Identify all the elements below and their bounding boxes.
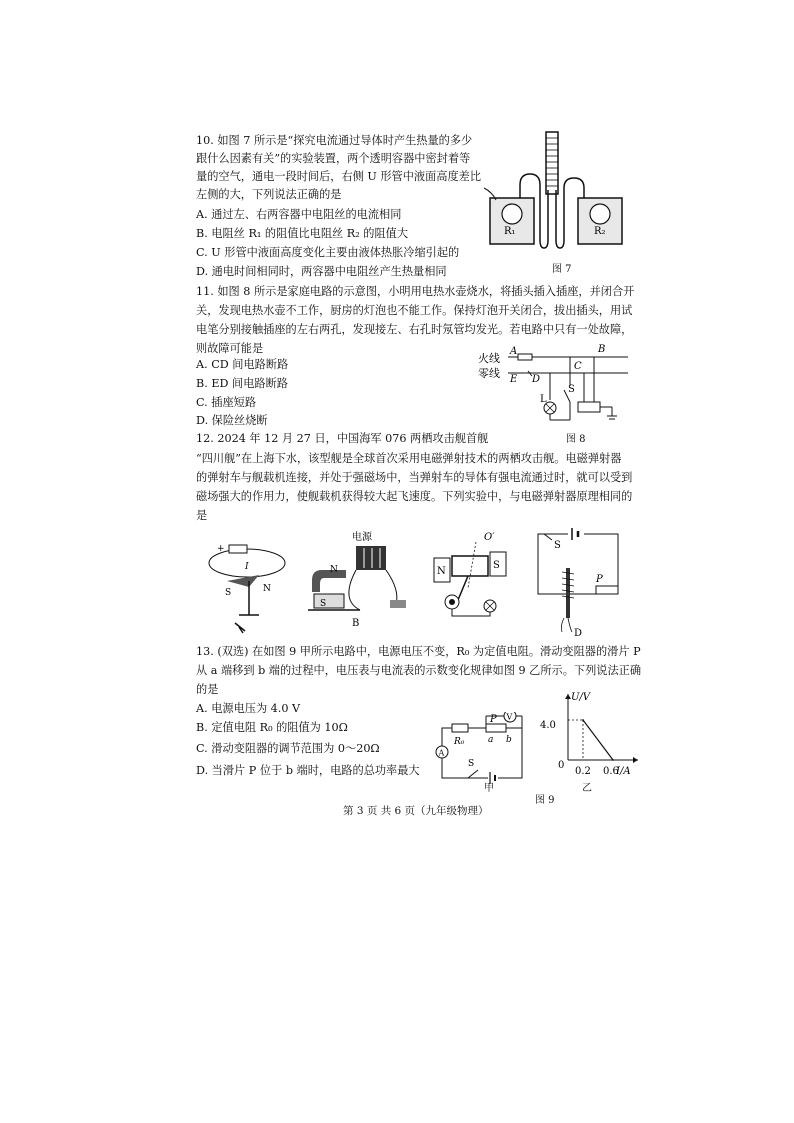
fig8-d: D [532,374,541,385]
chart-xlabel: I/A [616,766,631,777]
q12a-i: I [245,562,249,572]
q13-line-1: 13. (双选) 在如图 9 甲所示电路中，电源电压不变，R₀ 为定值电阻。滑动变阻器的滑片 P [196,645,641,658]
q11-line-2: 关，发现电热水壶不工作，厨房的灯泡也不能工作。保持灯泡开关闭合，拔出插头，用试 [196,304,633,317]
chart-x-tick-1: 0.6 [603,766,619,777]
q12d-s: S [554,540,561,551]
q12b-s: S [320,599,327,609]
q12-option-d-label: D [574,628,583,639]
q12b-power: 电源 [352,532,372,543]
figure-9-circuit [432,712,532,792]
chart-x-tick-0: 0.2 [575,766,591,777]
chart-ylabel: U/V [571,692,591,703]
q11-line-3: 电笔分别接触插座的左右两孔，发现接左、右孔时氖管均发光。若电路中只有一处故障， [196,323,633,336]
q10-line-1: 10. 如图 7 所示是“探究电流通过导体时产生热量的多少 [196,134,473,147]
fig9-p: P [490,714,497,725]
q12-figure-c [428,528,518,628]
fig8-a: A [510,346,518,357]
fig9-ammeter: A [438,748,445,758]
q12d-p: P [596,574,603,585]
q12a-n: N [263,584,271,594]
page-footer: 第 3 页 共 6 页（九年级物理） [343,805,489,817]
fig9-b: b [506,735,512,745]
figure-9-sub-a: 甲 [484,783,494,794]
q12-figure-a [205,535,295,635]
figure-9-chart [540,690,640,782]
fig7-r2-label: R₂ [594,226,606,237]
fig8-s: S [568,384,575,395]
q10-option-c: C. U 形管中液面高度变化主要由液体热胀冷缩引起的 [196,246,460,259]
fig9-s: S [468,759,475,769]
chart-origin: 0 [558,760,565,771]
q10-line-3: 量的空气，通电一段时间后，右侧 U 形管中液面高度差比 [196,170,482,183]
q12-line-4: 磁场强大的作用力，使舰载机获得较大起飞速度。下列实验中，与电磁弹射器原理相同的 [196,490,633,503]
q12-line-3: 的弹射车与舰载机连接，并处于强磁场中，当弹射车的导体有强电流通过时，就可以受到 [196,471,633,484]
fig8-l: L [540,394,547,405]
q12-option-b-label: B [352,618,360,628]
q11-option-c: C. 插座短路 [196,396,257,409]
q13-line-2: 从 a 端移到 b 端的过程中，电压表与电流表的示数变化规律如图 9 乙所示。下列说法正确 [196,664,642,677]
q10-option-a: A. 通过左、右两容器中电阻丝的电流相同 [196,208,402,221]
fig9-r0: R₀ [454,737,465,747]
q12-line-5: 是 [196,509,208,522]
q13-option-a: A. 电源电压为 4.0 V [196,702,301,715]
fig8-neutral-label: 零线 [478,367,500,380]
fig8-c: C [574,361,582,372]
q12-figure-b [300,530,420,628]
q10-line-2: 跟什么因素有关”的实验装置，两个透明容器中密封着等 [196,152,471,165]
q12c-n: N [437,566,446,577]
q12-line-2: “四川舰”在上海下水，该型舰是全球首次采用电磁弹射技术的两栖攻击舰。电磁弹射器 [196,452,622,465]
q10-line-4: 左侧的大，下列说法正确的是 [196,188,342,201]
chart-point [612,759,614,761]
q11-option-b: B. ED 间电路断路 [196,377,288,390]
q13-line-3: 的是 [196,683,219,696]
fig9-v: V [506,712,513,722]
q12-figure-d [530,528,630,640]
q11-option-a: A. CD 间电路断路 [196,358,289,371]
figure-9-caption: 图 9 [535,795,555,806]
q13-option-d: D. 当滑片 P 位于 b 端时，电路的总功率最大 [196,764,420,777]
q11-option-d: D. 保险丝烧断 [196,414,268,427]
q13-option-c: C. 滑动变阻器的调节范围为 0～20Ω [196,742,380,755]
fig8-b: B [598,344,606,355]
figure-8 [478,340,638,430]
chart-x-arrow [633,757,638,763]
q12c-s: S [493,560,500,571]
figure-9-sub-b: 乙 [582,783,592,794]
chart-point [582,719,584,721]
q11-line-1: 11. 如图 8 所示是家庭电路的示意图，小明用电热水壶烧水，将插头插入插座，并闭合开 [196,285,635,298]
q10-option-d: D. 通电时间相同时，两容器中电阻丝产生热量相同 [196,265,447,278]
q12a-s: S [225,588,232,598]
chart-y-tick: 4.0 [540,720,556,731]
q10-option-b: B. 电阻丝 R₁ 的阻值比电阻丝 R₂ 的阻值大 [196,227,409,240]
q12c-o: O′ [484,532,495,543]
q12b-n: N [330,565,338,575]
q13-option-b: B. 定值电阻 R₀ 的阻值为 10Ω [196,721,348,734]
svg-text:+: + [217,544,225,554]
figure-7 [482,130,632,258]
figure-7-caption: 图 7 [552,264,572,275]
q11-line-4: 则故障可能是 [196,342,264,355]
fig8-live-label: 火线 [478,352,500,365]
chart-series-line [583,720,613,760]
figure-8-caption: 图 8 [566,434,586,445]
fig9-a: a [488,735,494,745]
fig8-e: E [510,374,518,385]
fig7-r1-label: R₁ [504,226,516,237]
q12-line-1: 12. 2024 年 12 月 27 日，中国海军 076 两栖攻击舰首舰 [196,432,489,445]
